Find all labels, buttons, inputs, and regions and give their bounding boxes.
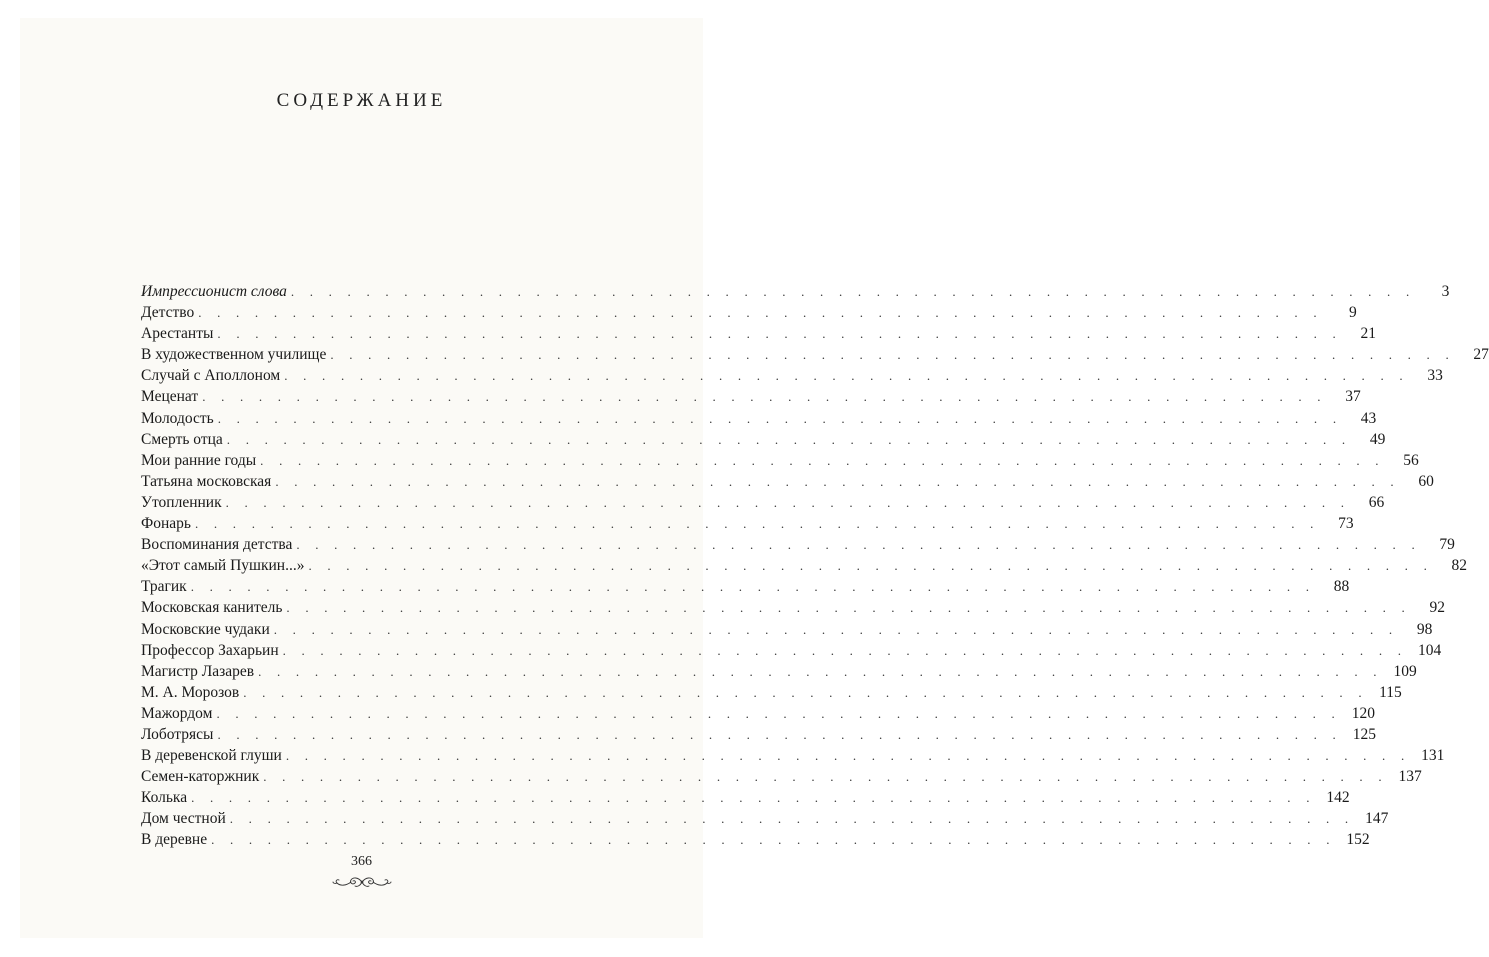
toc-entry-title: Магистр Лазарев <box>141 662 255 680</box>
toc-entry-title: Колька <box>141 789 188 807</box>
dot-leader: . . . . . . . . . . . . . . . . . . . . . . . . . . . . . . . . . . . . . . . . . . . . . . . . . . . . . . . . . . . . <box>225 494 1351 510</box>
decorative-flourish-icon <box>331 874 393 890</box>
toc-entry[interactable] <box>141 344 1489 365</box>
toc-entry-page: 147 <box>1365 810 1389 828</box>
dot-leader: . . . . . . . . . . . . . . . . . . . . . . . . . . . . . . . . . . . . . . . . . . . . . . . . . . . . . . . . . . . . <box>202 389 1327 405</box>
toc-entry-page: 115 <box>1379 683 1402 701</box>
toc-entry-title: Импрессионист слова <box>141 283 287 300</box>
toc-entry-title: Фонарь <box>141 515 191 533</box>
dot-leader: . . . . . . . . . . . . . . . . . . . . . . . . . . . . . . . . . . . . . . . . . . . . . . . . . . . . . . . . . . . . <box>290 284 1416 299</box>
toc-entry-page: 82 <box>1451 557 1468 575</box>
toc-entry-title: Семен-каторжник <box>141 768 260 786</box>
toc-entry[interactable] <box>141 365 1443 386</box>
toc-entry-page: 21 <box>1360 325 1376 343</box>
toc-entry-page: 33 <box>1427 367 1443 385</box>
toc-entry-page: 88 <box>1333 578 1350 596</box>
dot-leader: . . . . . . . . . . . . . . . . . . . . . . . . . . . . . . . . . . . . . . . . . . . . . . . . . . . . . . . . . . . . <box>296 537 1421 553</box>
toc-entry-title: Арестанты <box>141 325 214 343</box>
toc-entry[interactable] <box>141 787 1350 808</box>
toc-entry-title: Дом честной <box>141 810 226 828</box>
toc-entry[interactable] <box>141 534 1455 555</box>
toc-entry[interactable] <box>141 640 1442 661</box>
dot-leader: . . . . . . . . . . . . . . . . . . . . . . . . . . . . . . . . . . . . . . . . . . . . . . . . . . . . . . . . . . . . <box>217 410 1343 426</box>
toc-entry[interactable] <box>141 450 1419 471</box>
toc-entry[interactable] <box>141 829 1370 850</box>
toc-entry-title: Смерть отца <box>141 430 223 448</box>
toc-entry[interactable] <box>141 766 1422 787</box>
dot-leader: . . . . . . . . . . . . . . . . . . . . . . . . . . . . . . . . . . . . . . . . . . . . . . . . . . . . . . . . . . . . <box>191 790 1316 806</box>
toc-entry-title: В художественном училище <box>141 346 327 364</box>
toc-entry-page: 131 <box>1421 747 1445 765</box>
toc-entry[interactable] <box>141 682 1402 703</box>
toc-entry-title: Воспоминания детства <box>141 536 293 554</box>
toc-entry[interactable] <box>141 661 1417 682</box>
toc-entry[interactable] <box>141 724 1377 745</box>
toc-entry-title: Трагик <box>141 578 187 596</box>
toc-entry-title: Случай с Аполлоном <box>141 367 281 385</box>
toc-entry-title: Профессор Захарьин <box>141 641 279 659</box>
dot-leader: . . . . . . . . . . . . . . . . . . . . . . . . . . . . . . . . . . . . . . . . . . . . . . . . . . . . . . . . . . . . <box>308 558 1434 574</box>
toc-entry[interactable] <box>141 323 1376 344</box>
dot-leader: . . . . . . . . . . . . . . . . . . . . . . . . . . . . . . . . . . . . . . . . . . . . . . . . . . . . . . . . . . . . <box>217 726 1343 742</box>
toc-entry-title: Детство <box>141 304 195 322</box>
dot-leader: . . . . . . . . . . . . . . . . . . . . . . . . . . . . . . . . . . . . . . . . . . . . . . . . . . . . . . . . . . . . <box>258 663 1383 679</box>
toc-entry-title: Лоботрясы <box>141 725 214 743</box>
toc-entry-page: 49 <box>1369 430 1386 448</box>
toc-entry[interactable] <box>141 471 1434 492</box>
dot-leader: . . . . . . . . . . . . . . . . . . . . . . . . . . . . . . . . . . . . . . . . . . . . . . . . . . . . . . . . . . . . <box>198 305 1323 321</box>
dot-leader: . . . . . . . . . . . . . . . . . . . . . . . . . . . . . . . . . . . . . . . . . . . . . . . . . . . . . . . . . . . . <box>190 579 1316 595</box>
toc-entry-page: 79 <box>1439 536 1455 554</box>
toc-entry[interactable] <box>141 597 1445 618</box>
dot-leader: . . . . . . . . . . . . . . . . . . . . . . . . . . . . . . . . . . . . . . . . . . . . . . . . . . . . . . . . . . . . <box>273 621 1399 637</box>
dot-leader: . . . . . . . . . . . . . . . . . . . . . . . . . . . . . . . . . . . . . . . . . . . . . . . . . . . . . . . . . . . . <box>211 832 1336 848</box>
dot-leader: . . . . . . . . . . . . . . . . . . . . . . . . . . . . . . . . . . . . . . . . . . . . . . . . . . . . . . . . . . . . <box>284 368 1409 384</box>
toc-entry[interactable] <box>141 619 1433 640</box>
toc-entry-title: М. А. Морозов <box>141 683 240 701</box>
dot-leader: . . . . . . . . . . . . . . . . . . . . . . . . . . . . . . . . . . . . . . . . . . . . . . . . . . . . . . . . . . . . <box>195 516 1320 532</box>
toc-entry-page: 137 <box>1398 768 1422 786</box>
dot-leader: . . . . . . . . . . . . . . . . . . . . . . . . . . . . . . . . . . . . . . . . . . . . . . . . . . . . . . . . . . . . <box>217 326 1342 342</box>
toc-entry-page: 43 <box>1360 409 1377 427</box>
toc-entry-page: 9 <box>1349 304 1357 322</box>
toc-entry[interactable] <box>141 408 1377 429</box>
book-page <box>20 18 1489 938</box>
toc-entry[interactable] <box>141 808 1389 829</box>
toc-entry-title: В деревне <box>141 831 208 849</box>
toc-entry[interactable] <box>141 555 1468 576</box>
toc-entry-title: Меценат <box>141 388 199 406</box>
toc-entry-page: 120 <box>1351 704 1375 722</box>
toc-entry-page: 109 <box>1393 662 1417 680</box>
toc-entry[interactable] <box>141 513 1354 534</box>
dot-leader: . . . . . . . . . . . . . . . . . . . . . . . . . . . . . . . . . . . . . . . . . . . . . . . . . . . . . . . . . . . . <box>286 600 1411 616</box>
page-number: 366 <box>351 854 372 869</box>
toc-entry[interactable] <box>141 703 1375 724</box>
toc-entry-title: Татьяна московская <box>141 472 272 490</box>
dot-leader: . . . . . . . . . . . . . . . . . . . . . . . . . . . . . . . . . . . . . . . . . . . . . . . . . . . . . . . . . . . . <box>229 811 1355 827</box>
toc-entry-page: 60 <box>1418 472 1434 490</box>
toc-entry-page: 104 <box>1417 641 1442 659</box>
dot-leader: . . . . . . . . . . . . . . . . . . . . . . . . . . . . . . . . . . . . . . . . . . . . . . . . . . . . . . . . . . . . <box>216 705 1341 721</box>
table-of-contents <box>141 281 1489 851</box>
dot-leader: . . . . . . . . . . . . . . . . . . . . . . . . . . . . . . . . . . . . . . . . . . . . . . . . . . . . . . . . . . . . <box>282 642 1408 658</box>
toc-entry-page: 3 <box>1441 283 1450 300</box>
toc-entry-page: 27 <box>1473 346 1489 364</box>
dot-leader: . . . . . . . . . . . . . . . . . . . . . . . . . . . . . . . . . . . . . . . . . . . . . . . . . . . . . . . . . . . . <box>285 748 1411 764</box>
toc-entry-page: 73 <box>1338 515 1354 533</box>
dot-leader: . . . . . . . . . . . . . . . . . . . . . . . . . . . . . . . . . . . . . . . . . . . . . . . . . . . . . . . . . . . . <box>275 473 1400 489</box>
toc-entry[interactable] <box>141 429 1386 450</box>
toc-entry[interactable] <box>141 576 1350 597</box>
toc-entry[interactable] <box>141 745 1445 766</box>
dot-leader: . . . . . . . . . . . . . . . . . . . . . . . . . . . . . . . . . . . . . . . . . . . . . . . . . . . . . . . . . . . . <box>330 347 1455 363</box>
toc-entry[interactable] <box>141 492 1385 513</box>
toc-entry-page: 98 <box>1416 620 1433 638</box>
toc-entry-page: 125 <box>1352 725 1377 743</box>
dot-leader: . . . . . . . . . . . . . . . . . . . . . . . . . . . . . . . . . . . . . . . . . . . . . . . . . . . . . . . . . . . . <box>226 431 1352 447</box>
toc-entry-page: 92 <box>1429 599 1445 617</box>
toc-entry-page: 66 <box>1368 493 1385 511</box>
dot-leader: . . . . . . . . . . . . . . . . . . . . . . . . . . . . . . . . . . . . . . . . . . . . . . . . . . . . . . . . . . . . <box>263 769 1388 785</box>
toc-entry-title: В деревенской глуши <box>141 747 282 765</box>
dot-leader: . . . . . . . . . . . . . . . . . . . . . . . . . . . . . . . . . . . . . . . . . . . . . . . . . . . . . . . . . . . . <box>243 684 1368 700</box>
toc-entry-title: Утопленник <box>141 493 222 511</box>
toc-entry-title: Московская канитель <box>141 599 283 617</box>
toc-entry-title: «Этот самый Пушкин...» <box>141 557 305 575</box>
toc-entry-page: 152 <box>1346 831 1370 849</box>
toc-entry[interactable] <box>141 302 1357 323</box>
toc-entry-page: 56 <box>1403 451 1419 469</box>
toc-entry-page: 37 <box>1345 388 1361 406</box>
toc-entry-title: Молодость <box>141 409 214 427</box>
toc-entry-title: Московские чудаки <box>141 620 270 638</box>
toc-entry-title: Мои ранние годы <box>141 451 257 469</box>
page-title: СОДЕРЖАНИЕ <box>276 90 447 111</box>
dot-leader: . . . . . . . . . . . . . . . . . . . . . . . . . . . . . . . . . . . . . . . . . . . . . . . . . . . . . . . . . . . . <box>260 452 1385 468</box>
toc-entry[interactable] <box>141 386 1361 407</box>
toc-entry[interactable] <box>141 281 1450 302</box>
toc-entry-page: 142 <box>1326 789 1350 807</box>
toc-entry-title: Мажордом <box>141 704 213 722</box>
